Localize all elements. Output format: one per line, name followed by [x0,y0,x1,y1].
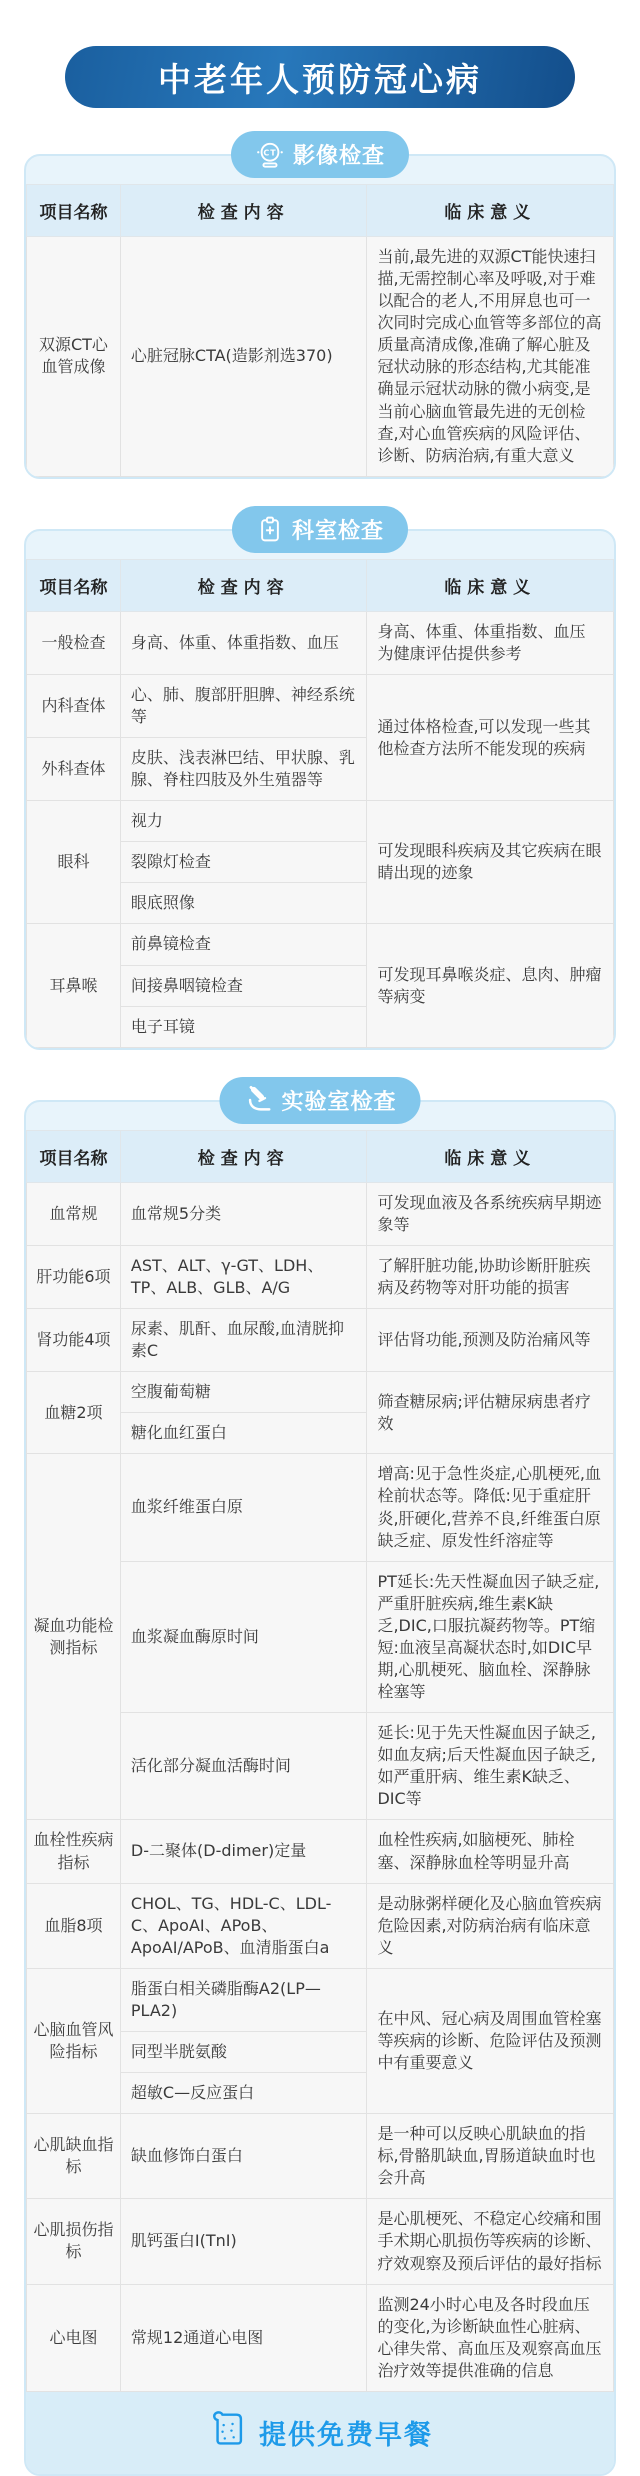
exam-content-cell: 糖化血红蛋白 [120,1413,367,1454]
laboratory-header-row [27,1130,614,1182]
exam-content-cell: 血浆纤维蛋白原 [120,1454,367,1561]
laboratory-badge-label: 实验室检查 [281,1089,397,1115]
exam-content-cell: 间接鼻咽镜检查 [120,965,367,1006]
project-name-cell: 耳鼻喉 [27,924,121,1047]
exam-content-cell: 心、肺、腹部肝胆脾、神经系统等 [120,674,367,737]
microscope-icon [243,1085,273,1115]
clinical-meaning-cell: 是动脉粥样硬化及心脑血管疾病危险因素,对防病治病有临床意义 [367,1883,614,1968]
col-header-clinical-meaning: 临床意义 [367,559,614,611]
project-name-cell: 血常规 [27,1182,121,1245]
clinical-meaning-cell: 评估肾功能,预测及防治痛风等 [367,1309,614,1372]
clinical-meaning-cell: 可发现耳鼻喉炎症、息肉、肿瘤等病变 [367,924,614,1047]
exam-content-cell: 血浆凝血酶原时间 [120,1561,367,1712]
exam-content-cell: 裂隙灯检查 [120,842,367,883]
table-row [27,1372,614,1413]
laboratory-section-badge [219,1077,420,1124]
clinical-meaning-cell: 筛查糖尿病;评估糖尿病患者疗效 [367,1372,614,1454]
exam-content-cell: D-二聚体(D-dimer)定量 [120,1820,367,1883]
clinical-meaning-cell: 通过体格检查,可以发现一些其他检查方法所不能发现的疾病 [367,674,614,800]
table-row [27,1309,614,1372]
table-row [27,1454,614,1561]
table-row [27,1968,614,2031]
clinical-meaning-cell: 当前,最先进的双源CT能快速扫描,无需控制心率及呼吸,对于难以配合的老人,不用屏息也可一次同时完成心血管等多部位的高质量高清成像,准确了解心脏及冠状动脉的形态结构,尤其能准确显示冠状动脉的微小病变,是当前心脑血管最先进的无创检查,对心血管疾病的风险评估、诊断、防病治病,有重大意义 [367,237,614,477]
exam-content-cell: 缺血修饰白蛋白 [120,2114,367,2199]
department-table [26,559,614,1048]
health-checkup-flyer [0,46,640,2452]
project-name-cell: 心脑血管风险指标 [27,1968,121,2113]
table-row [27,237,614,477]
col-header-clinical-meaning: 临床意义 [367,1130,614,1182]
exam-content-cell: 空腹葡萄糖 [120,1372,367,1413]
table-row [27,1245,614,1308]
exam-content-cell: 血常规5分类 [120,1182,367,1245]
project-name-cell: 凝血功能检测指标 [27,1454,121,1820]
project-name-cell: 双源CT心血管成像 [27,237,121,477]
col-header-project-name: 项目名称 [27,559,121,611]
free-breakfast-label: 提供免费早餐 [259,2420,433,2452]
imaging-header-row [27,185,614,237]
clinical-meaning-cell: 监测24小时心电及各时段血压的变化,为诊断缺血性心脏病、心律失常、高血压及观察高血压治疗效等提供准确的信息 [367,2284,614,2391]
department-badge-label: 科室检查 [291,518,385,544]
col-header-exam-content: 检查内容 [120,1130,367,1182]
project-name-cell: 一般检查 [27,611,121,674]
clinical-meaning-cell: PT延长:先天性凝血因子缺乏症,严重肝脏疾病,维生素K缺乏,DIC,口服抗凝药物等。PT缩短:血液呈高凝状态时,如DIC早期,心肌梗死、脑血栓、深静脉栓塞等 [367,1561,614,1712]
project-name-cell: 眼科 [27,801,121,924]
exam-content-cell: 前鼻镜检查 [120,924,367,965]
project-name-cell: 外科查体 [27,738,121,801]
exam-content-cell: AST、ALT、γ-GT、LDH、TP、ALB、GLB、A/G [120,1245,367,1308]
exam-content-cell: 身高、体重、体重指数、血压 [120,611,367,674]
laboratory-table [26,1130,614,2392]
department-section-badge [232,506,408,553]
department-header-row [27,559,614,611]
laboratory-card [24,1100,616,2476]
page-title-banner [65,46,575,108]
imaging-card [24,154,616,479]
exam-content-cell: 脂蛋白相关磷脂酶A2(LP—PLA2) [120,1968,367,2031]
clinical-meaning-cell: 是一种可以反映心肌缺血的指标,骨骼肌缺血,胃肠道缺血时也会升高 [367,2114,614,2199]
project-name-cell: 肾功能4项 [27,1309,121,1372]
project-name-cell: 内科查体 [27,674,121,737]
free-breakfast-banner [26,2392,614,2474]
clinical-meaning-cell: 身高、体重、体重指数、血压 为健康评估提供参考 [367,611,614,674]
laboratory-section [24,1089,616,2476]
clinical-meaning-cell: 可发现血液及各系统疾病早期迹象等 [367,1182,614,1245]
clinical-meaning-cell: 延长:见于先天性凝血因子缺乏,如血友病;后天性凝血因子缺乏,如严重肝病、维生素K缺乏、DIC等 [367,1713,614,1820]
exam-content-cell: 活化部分凝血活酶时间 [120,1713,367,1820]
exam-content-cell: 眼底照像 [120,883,367,924]
clinical-meaning-cell: 血栓性疾病,如脑梗死、肺栓塞、深静脉血栓等明显升高 [367,1820,614,1883]
exam-content-cell: CHOL、TG、HDL-C、LDL-C、ApoAI、APoB、ApoAI/APoB、血清脂蛋白a [120,1883,367,1968]
exam-content-cell: 肌钙蛋白I(TnI) [120,2199,367,2284]
imaging-table [26,184,614,477]
exam-content-cell: 心脏冠脉CTA(造影剂选370) [120,237,367,477]
table-row [27,611,614,674]
table-row [27,924,614,965]
exam-content-cell: 同型半胱氨酸 [120,2031,367,2072]
project-name-cell: 心肌损伤指标 [27,2199,121,2284]
table-row [27,2284,614,2391]
clipboard-plus-icon [256,515,284,543]
imaging-badge-label: 影像检查 [292,144,386,169]
col-header-clinical-meaning: 临床意义 [367,185,614,237]
exam-content-cell: 皮肤、浅表淋巴结、甲状腺、乳腺、脊柱四肢及外生殖器等 [120,738,367,801]
imaging-section [24,144,616,479]
page-title: 中老年人预防冠心病 [158,59,482,99]
exam-content-cell: 视力 [120,801,367,842]
table-row [27,674,614,737]
project-name-cell: 心肌缺血指标 [27,2114,121,2199]
clinical-meaning-cell: 增高:见于急性炎症,心肌梗死,血栓前状态等。降低:见于重症肝炎,肝硬化,营养不良,纤维蛋白原缺乏症、原发性纤溶症等 [367,1454,614,1561]
department-section [24,518,616,1050]
table-row [27,1820,614,1883]
exam-content-cell: 尿素、肌酐、血尿酸,血清胱抑素C [120,1309,367,1372]
table-row [27,801,614,842]
col-header-project-name: 项目名称 [27,185,121,237]
project-name-cell: 心电图 [27,2284,121,2391]
clinical-meaning-cell: 在中风、冠心病及周围血管栓塞等疾病的诊断、危险评估及预测中有重要意义 [367,1968,614,2113]
table-row [27,2199,614,2284]
table-row [27,2114,614,2199]
project-name-cell: 血脂8项 [27,1883,121,1968]
exam-content-cell: 超敏C—反应蛋白 [120,2073,367,2114]
col-header-project-name: 项目名称 [27,1130,121,1182]
col-header-exam-content: 检查内容 [120,559,367,611]
imaging-section-badge [231,131,409,178]
table-row [27,1883,614,1968]
ct-scanner-icon [255,140,285,170]
project-name-cell: 血糖2项 [27,1372,121,1454]
exam-content-cell: 电子耳镜 [120,1006,367,1047]
department-card [24,529,616,1050]
clinical-meaning-cell: 是心肌梗死、不稳定心绞痛和围手术期心肌损伤等疾病的诊断、疗效观察及预后评估的最好指标 [367,2199,614,2284]
exam-content-cell: 常规12通道心电图 [120,2284,367,2391]
project-name-cell: 血栓性疾病指标 [27,1820,121,1883]
toast-bread-icon [207,2409,247,2456]
svg-text:CT: CT [263,147,277,157]
project-name-cell: 肝功能6项 [27,1245,121,1308]
col-header-exam-content: 检查内容 [120,185,367,237]
clinical-meaning-cell: 可发现眼科疾病及其它疾病在眼睛出现的迹象 [367,801,614,924]
clinical-meaning-cell: 了解肝脏功能,协助诊断肝脏疾病及药物等对肝功能的损害 [367,1245,614,1308]
table-row [27,1182,614,1245]
